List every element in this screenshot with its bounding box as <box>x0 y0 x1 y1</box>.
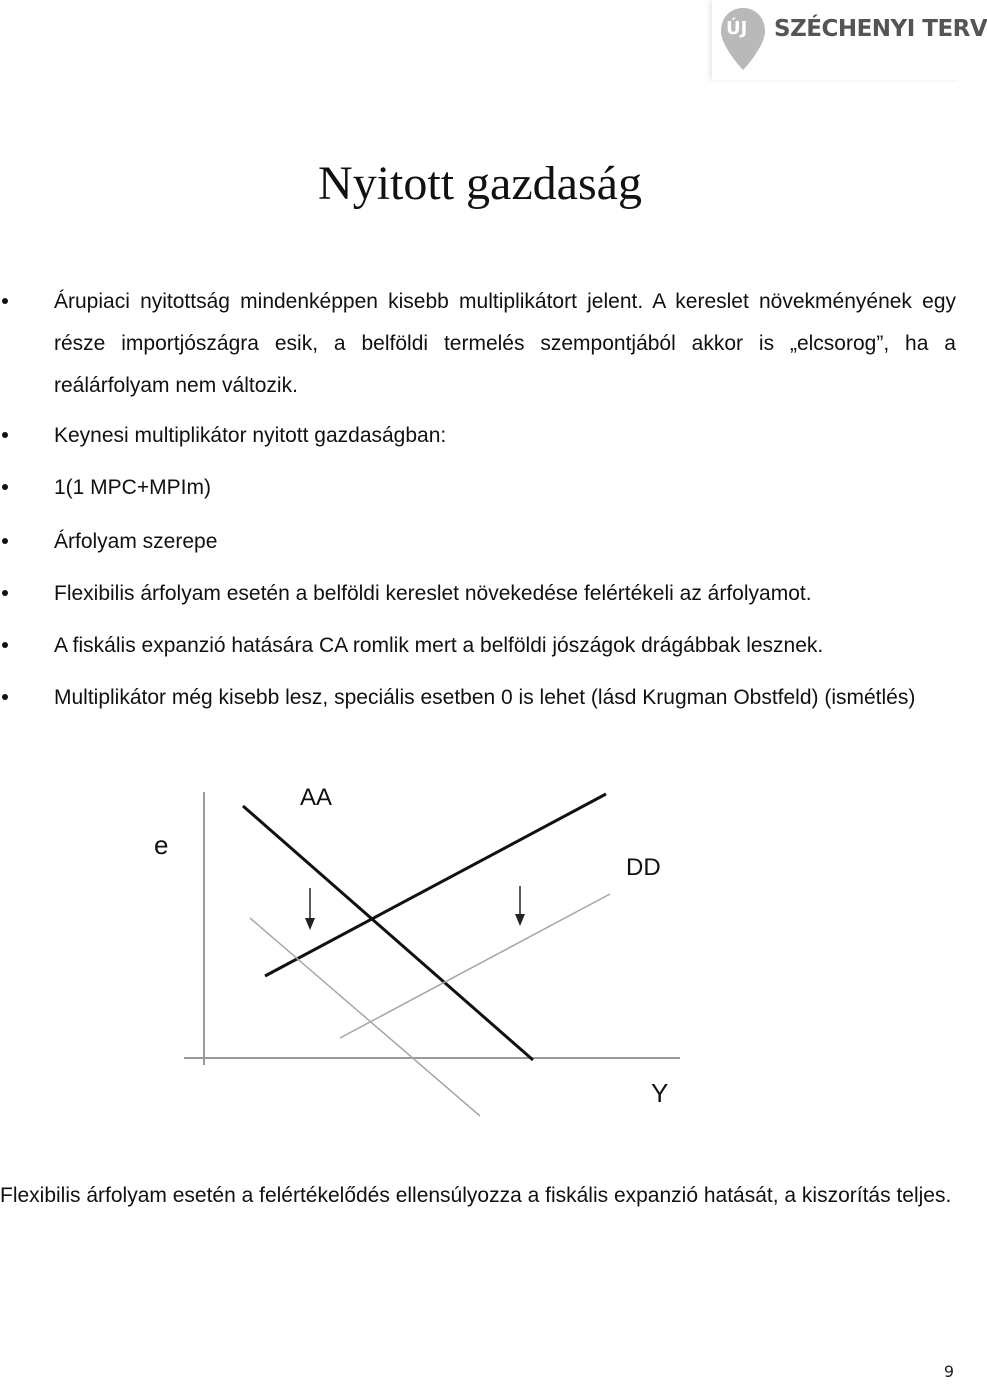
shift-arrow-left-head <box>305 918 315 930</box>
aa-shifted-curve <box>250 918 480 1116</box>
bullet-text: Árupiaci nyitottság mindenképpen kisebb multiplikátort jelent. A kereslet növekményének egy része importjószágra esik, a belföldi termelés szempontjából akkor is „elcsorog”, ha a reálárfolyam nem változik. <box>54 290 956 397</box>
bullet-item <box>0 521 960 563</box>
bullet-item <box>0 467 960 509</box>
bullet-dot <box>2 538 8 544</box>
conclusion-paragraph: Flexibilis árfolyam esetén a felértékelődés ellensúlyozza a fiskális expanzió hatását, a kiszorítás teljes. <box>0 1184 952 1207</box>
bullet-list <box>0 281 960 761</box>
bullet-item <box>0 281 960 407</box>
bullet-item <box>0 573 960 615</box>
aa-dd-diagram <box>140 770 700 1120</box>
logo-pin-text: ÚJ <box>726 18 748 39</box>
bullet-dot <box>2 694 8 700</box>
bullet-text: 1(1 MPC+MPIm) <box>54 476 211 499</box>
bullet-text: Flexibilis árfolyam esetén a belföldi kereslet növekedése felértékeli az árfolyamot. <box>54 582 812 605</box>
page-number: 9 <box>943 1362 954 1381</box>
szechenyi-terv-logo <box>712 0 987 80</box>
bullet-text: Árfolyam szerepe <box>54 530 218 553</box>
y-axis-label: e <box>154 830 169 860</box>
bullet-item <box>0 415 960 457</box>
aa-curve-label: AA <box>300 784 333 811</box>
aa-curve <box>243 806 533 1060</box>
bullet-item <box>0 677 960 761</box>
dd-curve <box>265 794 606 976</box>
location-pin-icon <box>718 6 768 72</box>
bullet-item <box>0 625 960 667</box>
logo-brand-text: SZÉCHENYI TERV <box>774 16 987 42</box>
shift-arrow-right-head <box>515 914 525 926</box>
page-title: Nyitott gazdaság <box>318 157 642 210</box>
bullet-dot <box>2 484 8 490</box>
bullet-text: A fiskális expanzió hatására CA romlik mert a belföldi jószágok drágábbak lesznek. <box>54 634 824 657</box>
x-axis-label: Y <box>651 1078 669 1108</box>
bullet-dot <box>2 590 8 596</box>
bullet-text: Keynesi multiplikátor nyitott gazdaságban: <box>54 424 447 447</box>
bullet-dot <box>2 432 8 438</box>
bullet-text: Multiplikátor még kisebb lesz, speciális esetben 0 is lehet (lásd Krugman Obstfeld) (ismétlés) <box>54 686 916 709</box>
dd-curve-label: DD <box>626 854 661 881</box>
bullet-dot <box>2 642 8 648</box>
bullet-dot <box>2 298 8 304</box>
